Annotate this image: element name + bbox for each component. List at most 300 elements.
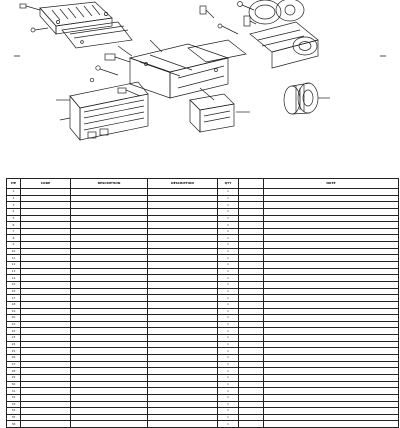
table-row [7, 308, 399, 315]
note-cell [264, 268, 399, 275]
extra-cell [239, 195, 264, 202]
extra-cell [239, 242, 264, 249]
description-cell [71, 281, 148, 288]
qty-cell: 1 [218, 255, 239, 262]
qty-cell: 1 [218, 328, 239, 335]
extra-cell [239, 355, 264, 362]
table-row [7, 301, 399, 308]
qty-cell: 1 [218, 341, 239, 348]
description-2-cell [148, 288, 218, 295]
note-cell [264, 255, 399, 262]
parts-list-table [6, 178, 399, 428]
description-cell [71, 189, 148, 196]
code-cell [21, 381, 71, 388]
table-row [7, 368, 399, 375]
qty-cell: 1 [218, 262, 239, 269]
header-code: CODE [21, 179, 71, 189]
qty-cell: 1 [218, 348, 239, 355]
note-cell [264, 222, 399, 229]
code-cell [21, 202, 71, 209]
description-cell [71, 321, 148, 328]
qty-cell: 1 [218, 394, 239, 401]
table-row [7, 222, 399, 229]
qty-cell: 1 [218, 301, 239, 308]
code-cell [21, 268, 71, 275]
table-row [7, 408, 399, 415]
description-2-cell [148, 321, 218, 328]
note-cell [264, 361, 399, 368]
note-cell [264, 215, 399, 222]
description-2-cell [148, 335, 218, 342]
note-cell [264, 335, 399, 342]
description-2-cell [148, 394, 218, 401]
description-2-cell [148, 195, 218, 202]
extra-cell [239, 281, 264, 288]
header-description-1: DESCRIPTION [71, 179, 148, 189]
description-cell [71, 361, 148, 368]
qty-cell: 1 [218, 421, 239, 428]
note-cell [264, 374, 399, 381]
description-2-cell [148, 414, 218, 421]
note-cell [264, 388, 399, 395]
extra-cell [239, 301, 264, 308]
item-number-cell: 5 [7, 215, 21, 222]
extra-cell [239, 255, 264, 262]
qty-cell: 1 [218, 275, 239, 282]
description-cell [71, 228, 148, 235]
code-cell [21, 374, 71, 381]
table-row [7, 208, 399, 215]
item-number-cell: 4 [7, 208, 21, 215]
description-2-cell [148, 381, 218, 388]
description-cell [71, 262, 148, 269]
code-cell [21, 242, 71, 249]
description-cell [71, 335, 148, 342]
item-number-cell: 20 [7, 315, 21, 322]
qty-cell: 1 [218, 228, 239, 235]
code-cell [21, 222, 71, 229]
code-cell [21, 328, 71, 335]
description-2-cell [148, 421, 218, 428]
table-row [7, 348, 399, 355]
description-2-cell [148, 275, 218, 282]
code-cell [21, 255, 71, 262]
table-row [7, 268, 399, 275]
item-number-cell: 3 [7, 202, 21, 209]
item-number-cell: 33 [7, 401, 21, 408]
description-2-cell [148, 388, 218, 395]
qty-cell: 1 [218, 202, 239, 209]
description-cell [71, 195, 148, 202]
qty-cell: 1 [218, 368, 239, 375]
description-2-cell [148, 341, 218, 348]
description-cell [71, 408, 148, 415]
table-row [7, 361, 399, 368]
item-number-cell: 13 [7, 268, 21, 275]
extra-cell [239, 388, 264, 395]
qty-cell: 1 [218, 335, 239, 342]
table-row [7, 288, 399, 295]
table-row [7, 235, 399, 242]
table-row [7, 315, 399, 322]
exploded-parts-drawing [0, 0, 400, 165]
code-cell [21, 308, 71, 315]
note-cell [264, 408, 399, 415]
extra-cell [239, 361, 264, 368]
code-cell [21, 355, 71, 362]
item-number-cell: 18 [7, 301, 21, 308]
description-2-cell [148, 262, 218, 269]
description-2-cell [148, 215, 218, 222]
description-cell [71, 268, 148, 275]
item-number-cell: 36 [7, 421, 21, 428]
qty-cell: 1 [218, 374, 239, 381]
note-cell [264, 321, 399, 328]
code-cell [21, 361, 71, 368]
item-number-cell: 31 [7, 388, 21, 395]
note-cell [264, 328, 399, 335]
code-cell [21, 262, 71, 269]
code-cell [21, 248, 71, 255]
code-cell [21, 408, 71, 415]
extra-cell [239, 222, 264, 229]
item-number-cell: 10 [7, 248, 21, 255]
extra-cell [239, 328, 264, 335]
table-row [7, 341, 399, 348]
extra-cell [239, 215, 264, 222]
extra-cell [239, 248, 264, 255]
description-2-cell [148, 348, 218, 355]
note-cell [264, 235, 399, 242]
note-cell [264, 262, 399, 269]
code-cell [21, 215, 71, 222]
description-2-cell [148, 281, 218, 288]
qty-cell: 1 [218, 208, 239, 215]
qty-cell: 1 [218, 215, 239, 222]
note-cell [264, 401, 399, 408]
bracket-assembly [56, 82, 148, 140]
table-row [7, 394, 399, 401]
extra-cell [239, 275, 264, 282]
code-cell [21, 288, 71, 295]
extra-cell [239, 208, 264, 215]
code-cell [21, 414, 71, 421]
qty-cell: 1 [218, 288, 239, 295]
item-number-cell: 12 [7, 262, 21, 269]
qty-cell: 1 [218, 381, 239, 388]
extra-cell [239, 381, 264, 388]
table-row [7, 202, 399, 209]
item-number-cell: 11 [7, 255, 21, 262]
description-2-cell [148, 202, 218, 209]
table-row [7, 262, 399, 269]
item-number-cell: 8 [7, 235, 21, 242]
note-cell [264, 281, 399, 288]
description-cell [71, 394, 148, 401]
description-cell [71, 208, 148, 215]
note-cell [264, 355, 399, 362]
table-row [7, 281, 399, 288]
header-note: NOTE [264, 179, 399, 189]
qty-cell: 1 [218, 189, 239, 196]
note-cell [264, 368, 399, 375]
item-number-cell: 26 [7, 355, 21, 362]
code-cell [21, 401, 71, 408]
note-cell [264, 295, 399, 302]
description-cell [71, 308, 148, 315]
extra-cell [239, 308, 264, 315]
note-cell [264, 341, 399, 348]
item-number-cell: 35 [7, 414, 21, 421]
description-cell [71, 215, 148, 222]
item-number-cell: 27 [7, 361, 21, 368]
description-2-cell [148, 255, 218, 262]
code-cell [21, 394, 71, 401]
qty-cell: 1 [218, 281, 239, 288]
qty-cell: 1 [218, 268, 239, 275]
note-cell [264, 275, 399, 282]
qty-cell: 1 [218, 388, 239, 395]
description-2-cell [148, 401, 218, 408]
note-cell [264, 189, 399, 196]
table-row [7, 374, 399, 381]
description-cell [71, 288, 148, 295]
note-cell [264, 394, 399, 401]
description-2-cell [148, 408, 218, 415]
item-number-cell: 24 [7, 341, 21, 348]
description-cell [71, 401, 148, 408]
item-number-cell: 17 [7, 295, 21, 302]
table-header-row [7, 179, 399, 189]
code-cell [21, 335, 71, 342]
item-number-cell: 7 [7, 228, 21, 235]
extra-cell [239, 189, 264, 196]
table-row [7, 228, 399, 235]
item-number-cell: 1 [7, 189, 21, 196]
description-2-cell [148, 189, 218, 196]
table-row [7, 248, 399, 255]
note-cell [264, 381, 399, 388]
table-row [7, 381, 399, 388]
table-row [7, 401, 399, 408]
qty-cell: 1 [218, 361, 239, 368]
motor-assembly [238, 0, 319, 68]
code-cell [21, 321, 71, 328]
description-2-cell [148, 235, 218, 242]
qty-cell: 1 [218, 308, 239, 315]
item-number-cell: 6 [7, 222, 21, 229]
extra-cell [239, 408, 264, 415]
extra-cell [239, 401, 264, 408]
code-cell [21, 301, 71, 308]
table-row [7, 335, 399, 342]
description-cell [71, 295, 148, 302]
description-2-cell [148, 248, 218, 255]
table-row [7, 215, 399, 222]
description-2-cell [148, 268, 218, 275]
description-cell [71, 381, 148, 388]
description-2-cell [148, 208, 218, 215]
description-2-cell [148, 301, 218, 308]
description-cell [71, 301, 148, 308]
table-row [7, 421, 399, 428]
extra-cell [239, 348, 264, 355]
extra-cell [239, 202, 264, 209]
description-cell [71, 414, 148, 421]
note-cell [264, 228, 399, 235]
description-cell [71, 255, 148, 262]
extra-cell [239, 235, 264, 242]
note-cell [264, 208, 399, 215]
code-cell [21, 228, 71, 235]
item-number-cell: 2 [7, 195, 21, 202]
code-cell [21, 388, 71, 395]
code-cell [21, 235, 71, 242]
qty-cell: 1 [218, 248, 239, 255]
qty-cell: 1 [218, 235, 239, 242]
qty-cell: 1 [218, 295, 239, 302]
extra-cell [239, 414, 264, 421]
description-2-cell [148, 368, 218, 375]
table-row [7, 295, 399, 302]
item-number-cell: 16 [7, 288, 21, 295]
description-2-cell [148, 308, 218, 315]
note-cell [264, 288, 399, 295]
qty-cell: 1 [218, 195, 239, 202]
description-2-cell [148, 315, 218, 322]
description-cell [71, 368, 148, 375]
qty-cell: 1 [218, 321, 239, 328]
qty-cell: 1 [218, 315, 239, 322]
extra-cell [239, 335, 264, 342]
header-description-2: DESCRIPTION [148, 179, 218, 189]
extra-cell [239, 288, 264, 295]
item-number-cell: 15 [7, 281, 21, 288]
item-number-cell: 19 [7, 308, 21, 315]
description-cell [71, 242, 148, 249]
description-2-cell [148, 374, 218, 381]
item-number-cell: 14 [7, 275, 21, 282]
description-cell [71, 248, 148, 255]
extra-cell [239, 421, 264, 428]
description-cell [71, 275, 148, 282]
table-row [7, 275, 399, 282]
description-2-cell [148, 361, 218, 368]
extra-cell [239, 394, 264, 401]
table-row [7, 255, 399, 262]
description-cell [71, 235, 148, 242]
description-cell [71, 388, 148, 395]
description-cell [71, 341, 148, 348]
item-number-cell: 28 [7, 368, 21, 375]
qty-cell: 1 [218, 408, 239, 415]
item-number-cell: 30 [7, 381, 21, 388]
extra-cell [239, 228, 264, 235]
housing-assembly [40, 2, 132, 48]
mounting-block [190, 94, 250, 132]
code-cell [21, 368, 71, 375]
item-number-cell: 22 [7, 328, 21, 335]
description-2-cell [148, 242, 218, 249]
code-cell [21, 421, 71, 428]
item-number-cell: 23 [7, 335, 21, 342]
item-number-cell: 9 [7, 242, 21, 249]
note-cell [264, 301, 399, 308]
parts-table-body [7, 189, 399, 428]
qty-cell: 1 [218, 355, 239, 362]
note-cell [264, 315, 399, 322]
code-cell [21, 275, 71, 282]
description-2-cell [148, 228, 218, 235]
code-cell [21, 315, 71, 322]
table-row [7, 388, 399, 395]
extra-cell [239, 321, 264, 328]
note-cell [264, 308, 399, 315]
note-cell [264, 348, 399, 355]
description-cell [71, 315, 148, 322]
header-qty: QTY [218, 179, 239, 189]
code-cell [21, 189, 71, 196]
code-cell [21, 195, 71, 202]
code-cell [21, 341, 71, 348]
item-number-cell: 34 [7, 408, 21, 415]
extra-cell [239, 341, 264, 348]
description-2-cell [148, 328, 218, 335]
extra-cell [239, 295, 264, 302]
item-number-cell: 29 [7, 374, 21, 381]
code-cell [21, 295, 71, 302]
code-cell [21, 208, 71, 215]
description-cell [71, 374, 148, 381]
qty-cell: 1 [218, 222, 239, 229]
extra-cell [239, 374, 264, 381]
code-cell [21, 348, 71, 355]
note-cell [264, 195, 399, 202]
description-cell [71, 222, 148, 229]
table-row [7, 242, 399, 249]
note-cell [264, 242, 399, 249]
description-2-cell [148, 222, 218, 229]
table-row [7, 328, 399, 335]
description-2-cell [148, 355, 218, 362]
central-frame [130, 40, 246, 100]
table-row [7, 189, 399, 196]
extra-cell [239, 262, 264, 269]
note-cell [264, 248, 399, 255]
description-cell [71, 348, 148, 355]
table-row [7, 195, 399, 202]
description-cell [71, 421, 148, 428]
header-item-no: ITE [7, 179, 21, 189]
note-cell [264, 202, 399, 209]
header-extra [239, 179, 264, 189]
note-cell [264, 421, 399, 428]
extra-cell [239, 268, 264, 275]
motor-cylinder [284, 83, 330, 114]
qty-cell: 1 [218, 414, 239, 421]
item-number-cell: 25 [7, 348, 21, 355]
description-2-cell [148, 295, 218, 302]
note-cell [264, 414, 399, 421]
table-row [7, 321, 399, 328]
description-cell [71, 355, 148, 362]
qty-cell: 1 [218, 401, 239, 408]
item-number-cell: 21 [7, 321, 21, 328]
table-row [7, 355, 399, 362]
description-cell [71, 328, 148, 335]
code-cell [21, 281, 71, 288]
description-cell [71, 202, 148, 209]
